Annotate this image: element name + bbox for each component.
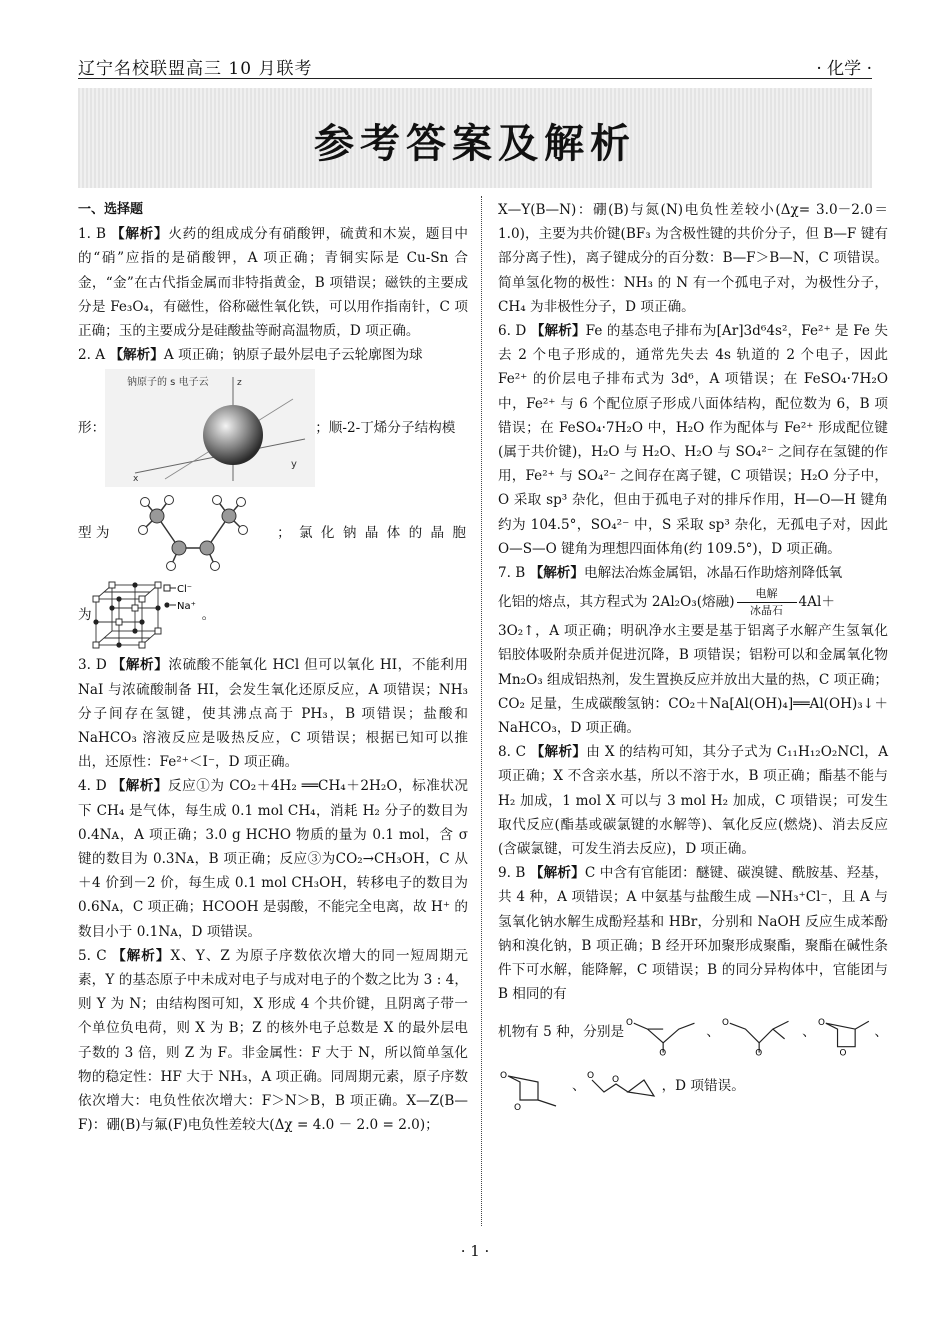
answer-item-2 xyxy=(78,343,468,367)
equation-suffix: 4Al＋ xyxy=(798,594,835,611)
right-column xyxy=(498,198,888,1115)
nacl-unit-cell xyxy=(92,579,202,651)
equation-prefix: 化铝的熔点，其方程式为 2Al₂O₃(熔融) xyxy=(498,594,735,611)
answer-item-1 xyxy=(78,222,468,343)
section-heading: 一、选择题 xyxy=(78,202,144,217)
answer-number: 9. B xyxy=(498,865,526,882)
answer-text: X、Y、Z 为原子序数依次增大的同一短周期元素，Y 的基态原子中未成对电子与成对电子的个数之比为 3 : 4，则 Y 为 N；由结构图可知，X 形成 4 个共价键，且阴离子带一个单位负电荷，则 X 为 B；Z 的核外电子总数是 X 的最外层电子数的 3 倍，则 Z 为 F。非金属性：F 大于 N，所以简单氢化物的稳定性：HF 大于 NH₃，A 项正确。同周期元素，原子序数依次增大：电负性依次增大：F＞N＞B，B 项正确。X—Z(B—F)：硼(B)与氟(F)电负性差较大(Δχ = 4.0 － 2.0 = 2.0)； xyxy=(78,947,468,1134)
separator: 、 xyxy=(802,1024,816,1041)
isomer-row-1 xyxy=(498,1007,888,1059)
answer-item-8 xyxy=(498,740,888,861)
analysis-tag: 【解析】 xyxy=(530,323,586,340)
orbital-caption: 钠原子的 s 电子云 xyxy=(127,377,209,389)
fig-suffix: ；顺-2-丁烯分子结构模 xyxy=(315,420,456,437)
reaction-arrow xyxy=(737,602,797,603)
svg-text:O: O xyxy=(721,1017,729,1028)
svg-text:O: O xyxy=(626,1017,633,1028)
answer-text: 反应①为 CO₂＋4H₂ ══CH₄＋2H₂O，标准状况下 CH₄ 是气体，每生成 0.1 mol CH₄，消耗 H₂ 分子的数目为 0.4Nᴀ，A 项正确；3.0 g HCHO 物质的量为 0.1 mol，含 σ 键的数目为 0.3Nᴀ，B 项正确；反应③为CO₂→CH₃OH，C 从＋4 价到－2 价，每生成 0.1 mol CH₃OH，转移电子的数目为 0.6Nᴀ，C 项正确；HCOOH 是弱酸，不能完全电离，故 H⁺ 的数目小于 0.1Nᴀ，D 项错误。 xyxy=(78,778,469,940)
electrolysis-equation xyxy=(498,585,888,619)
analysis-tag: 【解析】 xyxy=(111,657,169,674)
s-orbital-figure xyxy=(105,369,315,487)
svg-text:O: O xyxy=(514,1102,522,1112)
analysis-tag: 【解析】 xyxy=(529,865,585,882)
isomer-structure-3 xyxy=(816,1009,875,1057)
na-label: Na⁺ xyxy=(176,601,196,613)
isomer-structure-4 xyxy=(498,1062,572,1112)
fig-suffix: ； 氯 化 钠 晶 体 的 晶 胞 xyxy=(277,525,468,542)
svg-text:y: y xyxy=(291,459,298,471)
answer-item-6 xyxy=(498,319,888,561)
answer-item-9 xyxy=(498,861,888,1006)
svg-text:x: x xyxy=(133,474,139,485)
analysis-tag: 【解析】 xyxy=(109,347,164,364)
answer-text: Fe 的基态电子排布为[Ar]3d⁶4s²，Fe²⁺ 是 Fe 失去 2 个电子形成的，通常先失去 4s 轨道的 2 个电子，因此 Fe²⁺ 的价层电子排布式为 3d⁶，A 项错误；在 FeSO₄·7H₂O 中，Fe²⁺ 与 6 个配位原子形成八面体结构，配位数为 6，B 项错误；在 FeSO₄·7H₂O 中，H₂O 作为配体与 Fe²⁺ 形成配位键(属于共价键)，H₂O 与 H₂O、H₂O 与 SO₄²⁻ 之间存在氢键的作用，Fe²⁺ 与 SO₄²⁻ 之间存在离子键，C 项错误；H₂O 分子中，O 采取 sp³ 杂化，但由于孤电子对的排斥作用，H—O—H 键角约为 104.5°，SO₄²⁻ 中，S 采取 sp³ 杂化，无孤电子对，因此 O—S—O 键角为理想四面体角(约 109.5°)，D 项正确。 xyxy=(498,323,889,557)
answer-item-3 xyxy=(78,653,468,774)
condition-over: 电解 xyxy=(755,586,778,600)
answer-number: 3. D xyxy=(78,657,107,674)
answer-number: 6. D xyxy=(498,323,527,340)
svg-text:O: O xyxy=(500,1070,508,1081)
answer-text: C 中含有官能团：醚键、碳溴键、酰胺基、羟基，共 4 种，A 项错误；A 中氨基与盐酸生成 —NH₃⁺Cl⁻，且 A 与氢氧化钠水解生成酚羟基和 HBr，分别和 NaOH 反应生成苯酚钠和溴化钠，B 项正确；B 经开环加聚形成聚酯，聚酯在碱性条件下可水解，能降解，C 项错误；B 的同分异构体中，官能团与 B 相同的有 xyxy=(498,865,888,1003)
answer-number: 7. B xyxy=(498,565,526,582)
analysis-tag: 【解析】 xyxy=(529,565,584,582)
fig-suffix: 。 xyxy=(201,607,216,624)
analysis-tag: 【解析】 xyxy=(112,947,171,964)
svg-text:O: O xyxy=(839,1048,847,1057)
nacl-cell-row xyxy=(78,577,468,653)
header-subject: · 化学 · xyxy=(816,59,872,79)
fig-prefix: 形： xyxy=(78,420,106,437)
isomer-intro: 机物有 5 种，分别是 xyxy=(498,1024,625,1041)
isomer-structure-5 xyxy=(586,1062,662,1112)
isomer-structure-2 xyxy=(720,1009,802,1057)
isomer-row-2 xyxy=(498,1059,888,1115)
answer-text: A 项正确；钠原子最外层电子云轮廓图为球 xyxy=(163,347,423,364)
isomer-structure-1 xyxy=(624,1009,706,1057)
analysis-tag: 【解析】 xyxy=(111,226,169,243)
column-divider xyxy=(481,196,482,1226)
answer-number: 1. B xyxy=(78,226,106,243)
svg-text:O: O xyxy=(817,1017,825,1028)
analysis-tag: 【解析】 xyxy=(530,744,587,761)
answer-text: 由 X 的结构可知，其分子式为 C₁₁H₁₂O₂NCl，A 项正确；X 不含亲水基，所以不溶于水，B 项正确；酯基不能与 H₂ 加成，1 mol X 可以与 3 mol H₂ 加成，C 项错误；可发生取代反应(酯基或碳氯键的水解等)、氧化反应(燃烧)、消去反应(含碳氯键，可发生消去反应)，D 项正确。 xyxy=(498,744,889,858)
condition-under: 冰晶石 xyxy=(750,603,784,617)
cis-2-butene-model xyxy=(137,490,249,576)
answer-text: 火药的组成成分有硝酸钾，硫黄和木炭，题目中的“硝”应指的是硝酸钾，A 项正确；青铜实际是 Cu-Sn 合金，“金”在古代指金属而非特指黄金，B 项错误；磁铁的主要成分是 Fe₃O₄，有磁性，俗称磁性氧化铁，可以用作指南针，C 项正确；玉的主要成分是硅酸盐等耐高温物质，D 项正确。 xyxy=(78,226,469,340)
answer-text: 浓硫酸不能氧化 HCl 但可以氧化 HI，不能利用 NaI 与浓硫酸制备 HI，会发生氧化还原反应，A 项错误；NH₃ 分子间存在氢键，使其沸点高于 PH₃，B 项错误；盐酸和 NaHCO₃ 溶液反应是吸热反应，C 项错误；根据已知可以推出，还原性：Fe²⁺＜I⁻，D 项正确。 xyxy=(78,657,468,771)
answer-item-4 xyxy=(78,774,468,943)
answer-number: 2. A xyxy=(78,347,106,364)
answer-5-continued: X—Y(B—N)：硼(B)与氮(N)电负性差较小(Δχ= 3.0－2.0＝1.0)，主要为共价键(BF₃ 为含极性键的共价分子，但 B—F 键有部分离子性)，离子键成分的百分数：B—F＞B—N，C 项错误。简单氢化物的极性：NH₃ 的 N 有一个孤电子对，为极性分子，CH₄ 为非极性分子，D 项正确。 xyxy=(498,202,888,315)
answer-text: 电解法冶炼金属铝，冰晶石作助熔剂降低氧 xyxy=(583,565,843,582)
reaction-condition xyxy=(737,587,797,618)
answer-number: 5. C xyxy=(78,947,107,964)
answer-item-7 xyxy=(498,561,888,585)
page-number: · 1 · xyxy=(460,1242,490,1260)
answer-9-ending: ，D 项错误。 xyxy=(661,1078,745,1095)
title-banner xyxy=(78,88,872,188)
separator: 、 xyxy=(874,1024,888,1041)
fig-prefix: 为 xyxy=(78,607,92,624)
svg-text:O: O xyxy=(586,1070,594,1081)
analysis-tag: 【解析】 xyxy=(111,778,168,795)
answer-item-5 xyxy=(78,944,468,1138)
fig-prefix: 型 为 xyxy=(78,525,110,542)
cl-label: Cl⁻ xyxy=(176,584,192,596)
butene-model-row xyxy=(78,489,468,577)
separator: 、 xyxy=(706,1024,720,1041)
separator: 、 xyxy=(572,1078,586,1095)
left-column xyxy=(78,198,468,1137)
answer-number: 8. C xyxy=(498,744,527,761)
page-header xyxy=(78,54,872,79)
sodium-orbital-row xyxy=(78,367,468,489)
header-title: 辽宁名校联盟高三 10 月联考 xyxy=(78,59,313,79)
svg-text:O: O xyxy=(755,1048,763,1057)
svg-text:O: O xyxy=(611,1074,619,1085)
svg-text:z: z xyxy=(237,378,242,389)
answer-number: 4. D xyxy=(78,778,107,795)
svg-text:O: O xyxy=(659,1048,667,1057)
page-title: 参考答案及解析 xyxy=(314,121,636,167)
answer-7-continued: 3O₂↑，A 项正确；明矾净水主要是基于铝离子水解产生氢氧化铝胶体吸附杂质并促进沉降，B 项错误；铝粉可以和金属氧化物 Mn₂O₃ 组成铝热剂，发生置换反应并放出大量的热，C 项正确；CO₂ 足量，生成碳酸氢钠：CO₂＋Na[Al(OH)₄]══Al(OH)₃↓＋NaHCO₃，D 项正确。 xyxy=(498,623,889,737)
